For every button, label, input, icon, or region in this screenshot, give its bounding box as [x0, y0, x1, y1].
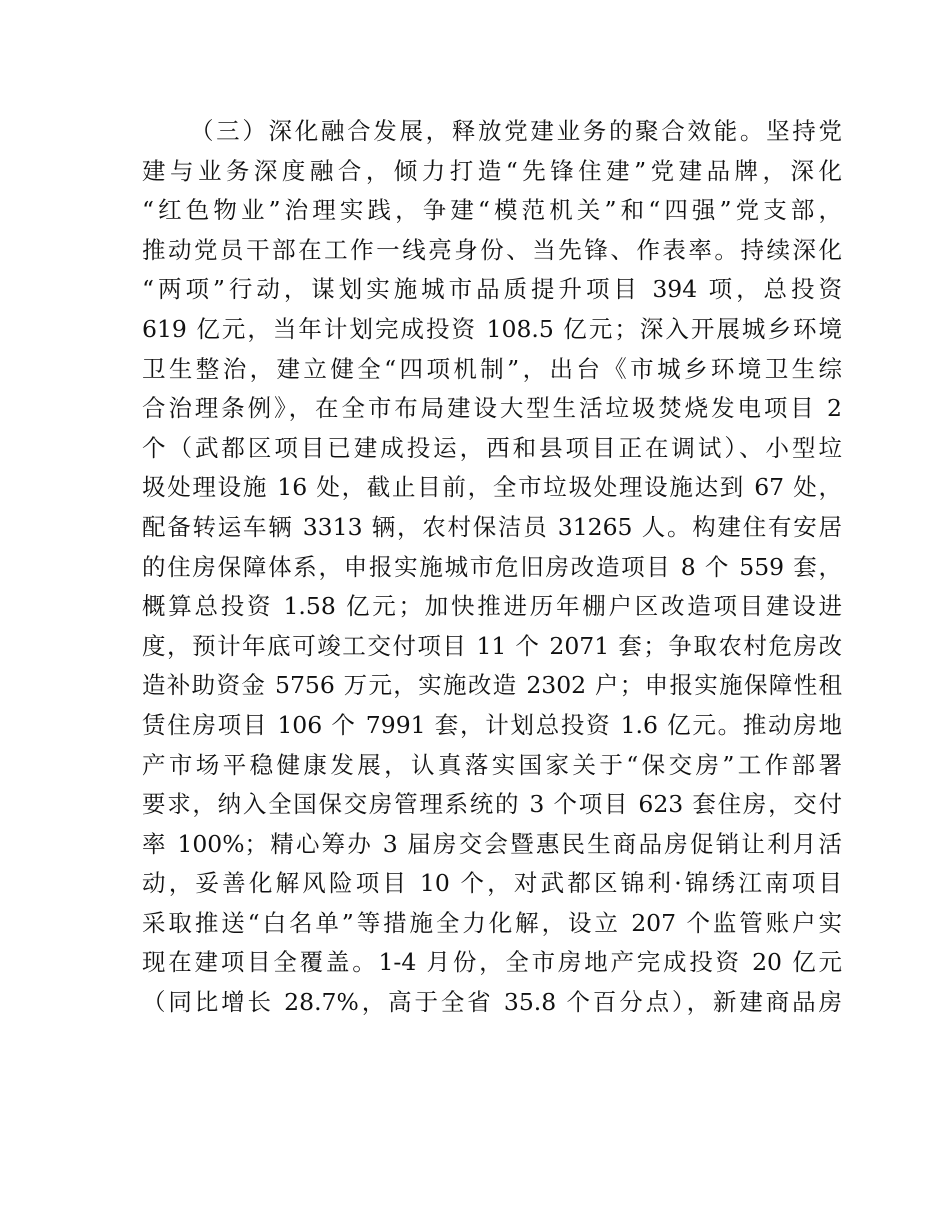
paragraph-line: 619 亿元，当年计划完成投资 108.5 亿元；深入开展城乡环境 [142, 314, 842, 343]
paragraph-line: （同比增长 28.7%，高于全省 35.8 个百分点），新建商品房 [142, 988, 842, 1017]
paragraph-line: 现在建项目全覆盖。1-4 月份，全市房地产完成投资 20 亿元 [142, 948, 842, 977]
paragraph-line: 产市场平稳健康发展，认真落实国家关于“保交房”工作部署 [142, 750, 842, 779]
paragraph-line: “两项”行动，谋划实施城市品质提升项目 394 项，总投资 [142, 275, 842, 304]
paragraph-line: 率 100%；精心筹办 3 届房交会暨惠民生商品房促销让利月活 [142, 829, 842, 858]
paragraph-line: 的住房保障体系，申报实施城市危旧房改造项目 8 个 559 套， [142, 552, 842, 581]
paragraph-line: 动，妥善化解风险项目 10 个，对武都区锦利·锦绣江南项目 [142, 869, 842, 898]
paragraph-line: 赁住房项目 106 个 7991 套，计划总投资 1.6 亿元。推动房地 [142, 710, 842, 739]
paragraph-line: （三）深化融合发展，释放党建业务的聚合效能。坚持党 [190, 117, 842, 145]
paragraph-line: 造补助资金 5756 万元，实施改造 2302 户；申报实施保障性租 [142, 671, 842, 700]
paragraph-line: 概算总投资 1.58 亿元；加快推进历年棚户区改造项目建设进 [142, 592, 842, 621]
paragraph-line: 建与业务深度融合，倾力打造“先锋住建”党建品牌，深化 [142, 156, 842, 185]
paragraph-line: 配备转运车辆 3313 辆，农村保洁员 31265 人。构建住有安居 [142, 512, 842, 541]
paragraph-line: 圾处理设施 16 处，截止目前，全市垃圾处理设施达到 67 处， [142, 473, 842, 502]
paragraph-line: “红色物业”治理实践，争建“模范机关”和“四强”党支部， [142, 196, 842, 225]
paragraph-line: 采取推送“白名单”等措施全力化解，设立 207 个监管账户实 [142, 908, 842, 937]
paragraph-line: 要求，纳入全国保交房管理系统的 3 个项目 623 套住房，交付 [142, 790, 842, 819]
paragraph-line: 推动党员干部在工作一线亮身份、当先锋、作表率。持续深化 [142, 235, 842, 264]
body-paragraph [142, 112, 842, 1023]
paragraph-line: 卫生整治，建立健全“四项机制”，出台《市城乡环境卫生综 [142, 354, 842, 383]
paragraph-line: 合治理条例》，在全市布局建设大型生活垃圾焚烧发电项目 2 [142, 394, 842, 423]
paragraph-line: 度，预计年底可竣工交付项目 11 个 2071 套；争取农村危房改 [142, 631, 842, 660]
paragraph-line: 个（武都区项目已建成投运，西和县项目正在调试）、小型垃 [142, 433, 842, 462]
